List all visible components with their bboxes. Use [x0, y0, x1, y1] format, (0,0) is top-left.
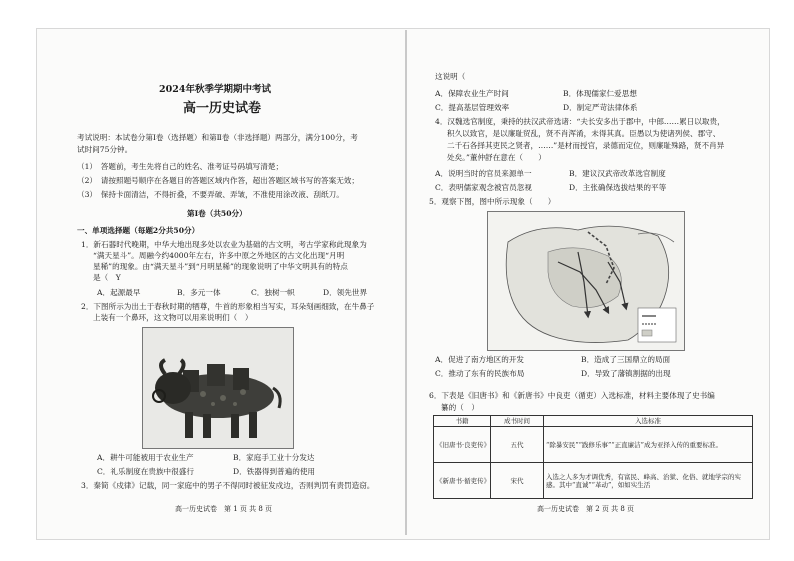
table-header-cell: 成书时间: [491, 416, 544, 427]
q4-option-a: A．说明当时的官员来源单一: [435, 169, 532, 178]
q1-option-c: C．独树一帜: [251, 288, 295, 297]
exam-header: 2024年秋季学期期中考试: [159, 84, 271, 95]
table-cell-date: 宋代: [491, 463, 544, 499]
q2-option-b: B．家庭手工业十分发达: [233, 453, 315, 462]
selection-criteria-table: [433, 415, 753, 499]
table-row: [434, 427, 753, 463]
table-cell-criteria: 入选之人多为才调优秀，有富民、峰高、治狱、化俗、就地学宗的实感。其中“直诚”“革动”，如如实生活: [544, 463, 753, 499]
question-2-line: 2．下图所示为出土于春秋时期的牺尊，牛首的形象相当写实，耳朵刻画细致，在牛鼻子: [81, 302, 375, 311]
table-cell-criteria: “除暴安民”“践修乐事”“正直廉洁”成为亚择入传的重要标准。: [544, 427, 753, 463]
question-4-line: 4．汉魏选官制度，秉持的扶汉武帝选诸：“夫长安多出于郡中，中郎……累日以取贵，: [435, 117, 725, 126]
q3-option-c: C．提高基层管理效率: [435, 103, 510, 112]
q3-option-d: D．制定严苛法律体系: [563, 103, 638, 112]
instruction-line: 考试说明：本试卷分第Ⅰ卷（选择题）和第Ⅱ卷（非选择题）两部分，满分100分，考: [77, 133, 358, 142]
question-5-line: 5．观察下图，图中所示现象（ ）: [429, 197, 556, 206]
instruction-line: （3） 保持卡面清洁，不得折叠，不要弄破、弄皱，不准使用涂改液、刮纸刀。: [77, 190, 344, 199]
question-1-line: 星稀”的现象。由“满天星斗”到“月明星稀”的现象说明了中华文明具有的特点: [93, 262, 348, 271]
q2-option-a: A．耕牛可能被用于农业生产: [97, 453, 194, 462]
page-2-footer: 高一历史试卷 第 2 页 共 8 页: [537, 505, 635, 513]
q1-option-b: B．多元一体: [177, 288, 221, 297]
bronze-ox-image: [143, 328, 293, 448]
historical-map-image: [488, 212, 684, 350]
question-1-line: 1．新石器时代晚期，中华大地出现多处以农业为基础的古文明，考古学家称此现象为: [81, 240, 367, 249]
q1-option-d: D．领先世界: [323, 288, 368, 297]
q5-option-d: D．导致了藩镇割据的出现: [581, 369, 671, 378]
q4-option-b: B．建议汉武帝改革选官制度: [569, 169, 666, 178]
instruction-line: 试时间75分钟。: [77, 145, 133, 154]
question-1-line: 是（ Y: [93, 273, 121, 282]
table-cell-book: 《新唐书·循吏传》: [434, 463, 491, 499]
q3-option-a: A．保障农业生产时间: [435, 89, 509, 98]
instruction-line: （1） 答题前，考生先将自己的姓名、准考证号码填写清楚；: [77, 162, 284, 171]
q2-option-c: C．礼乐制度在贵族中很盛行: [97, 467, 194, 476]
question-4-line: 处矣。”董仲舒在意在（ ）: [447, 153, 546, 162]
question-6-line: 6．下表是《旧唐书》和《新唐书》中良吏（循吏）入选标准，材料主要体现了史书编: [429, 391, 715, 400]
question-6-line: 纂的（ ）: [441, 403, 479, 412]
bronze-ox-zun-photo: [142, 327, 294, 449]
instruction-line: （2） 请按照题号顺序在各题目的答题区域内作答，超出答题区域书写的答案无效；: [77, 176, 359, 185]
question-2-line: 上装有一个鼻环，这文物可以用来说明们（ ）: [93, 313, 253, 322]
q1-option-a: A．起源最早: [97, 288, 141, 297]
q5-option-c: C．推动了东有的民族布局: [435, 369, 525, 378]
question-3-continued: 这说明（: [435, 72, 466, 81]
q4-option-c: C．表明儒家观念被官员忽视: [435, 183, 532, 192]
q5-option-a: A．促进了南方地区的开发: [435, 355, 525, 364]
table-header-row: [434, 416, 753, 427]
page-2: [409, 29, 769, 539]
page-1: [37, 29, 405, 539]
question-4-line: 二千石各择其吏民之贤者，……”是材而授官，录德而定位，则廉耻殊路，贤不肖异: [447, 141, 725, 150]
q3-option-b: B．体现儒家仁爱思想: [563, 89, 637, 98]
question-1-line: “满天星斗”。周融今约4000年左右，许多中原之外地区的古文化出现“月明: [93, 251, 345, 260]
q2-option-d: D．铁器得到普遍的使用: [233, 467, 316, 476]
question-4-line: 积久以致官，是以廉耻贸乱，贤不肖浑淆，未得其真。臣愚以为使诸列侯、郡守、: [447, 129, 721, 138]
migration-map: [487, 211, 685, 351]
table-cell-date: 五代: [491, 427, 544, 463]
table-header-cell: 书籍: [434, 416, 491, 427]
section-heading: 一、单项选择题（每题2分共50分）: [77, 226, 200, 235]
table-row: [434, 463, 753, 499]
question-3-line: 3．秦简《戍律》记载，同一家庭中的男子不得同时被征发戍边，否则判罚有责罚造窃。: [81, 481, 375, 490]
exam-spread: [36, 28, 770, 540]
page-fold: [405, 30, 407, 535]
page-1-footer: 高一历史试卷 第 1 页 共 8 页: [175, 505, 273, 513]
table-header-cell: 入选标准: [544, 416, 753, 427]
exam-title: 高一历史试卷: [183, 101, 262, 116]
part-1-heading: 第Ⅰ卷（共50分）: [187, 209, 247, 218]
table-cell-book: 《旧唐书·良吏传》: [434, 427, 491, 463]
q4-option-d: D．主张确保选拔结果的平等: [569, 183, 667, 192]
q5-option-b: B．造成了三国鼎立的局面: [581, 355, 671, 364]
